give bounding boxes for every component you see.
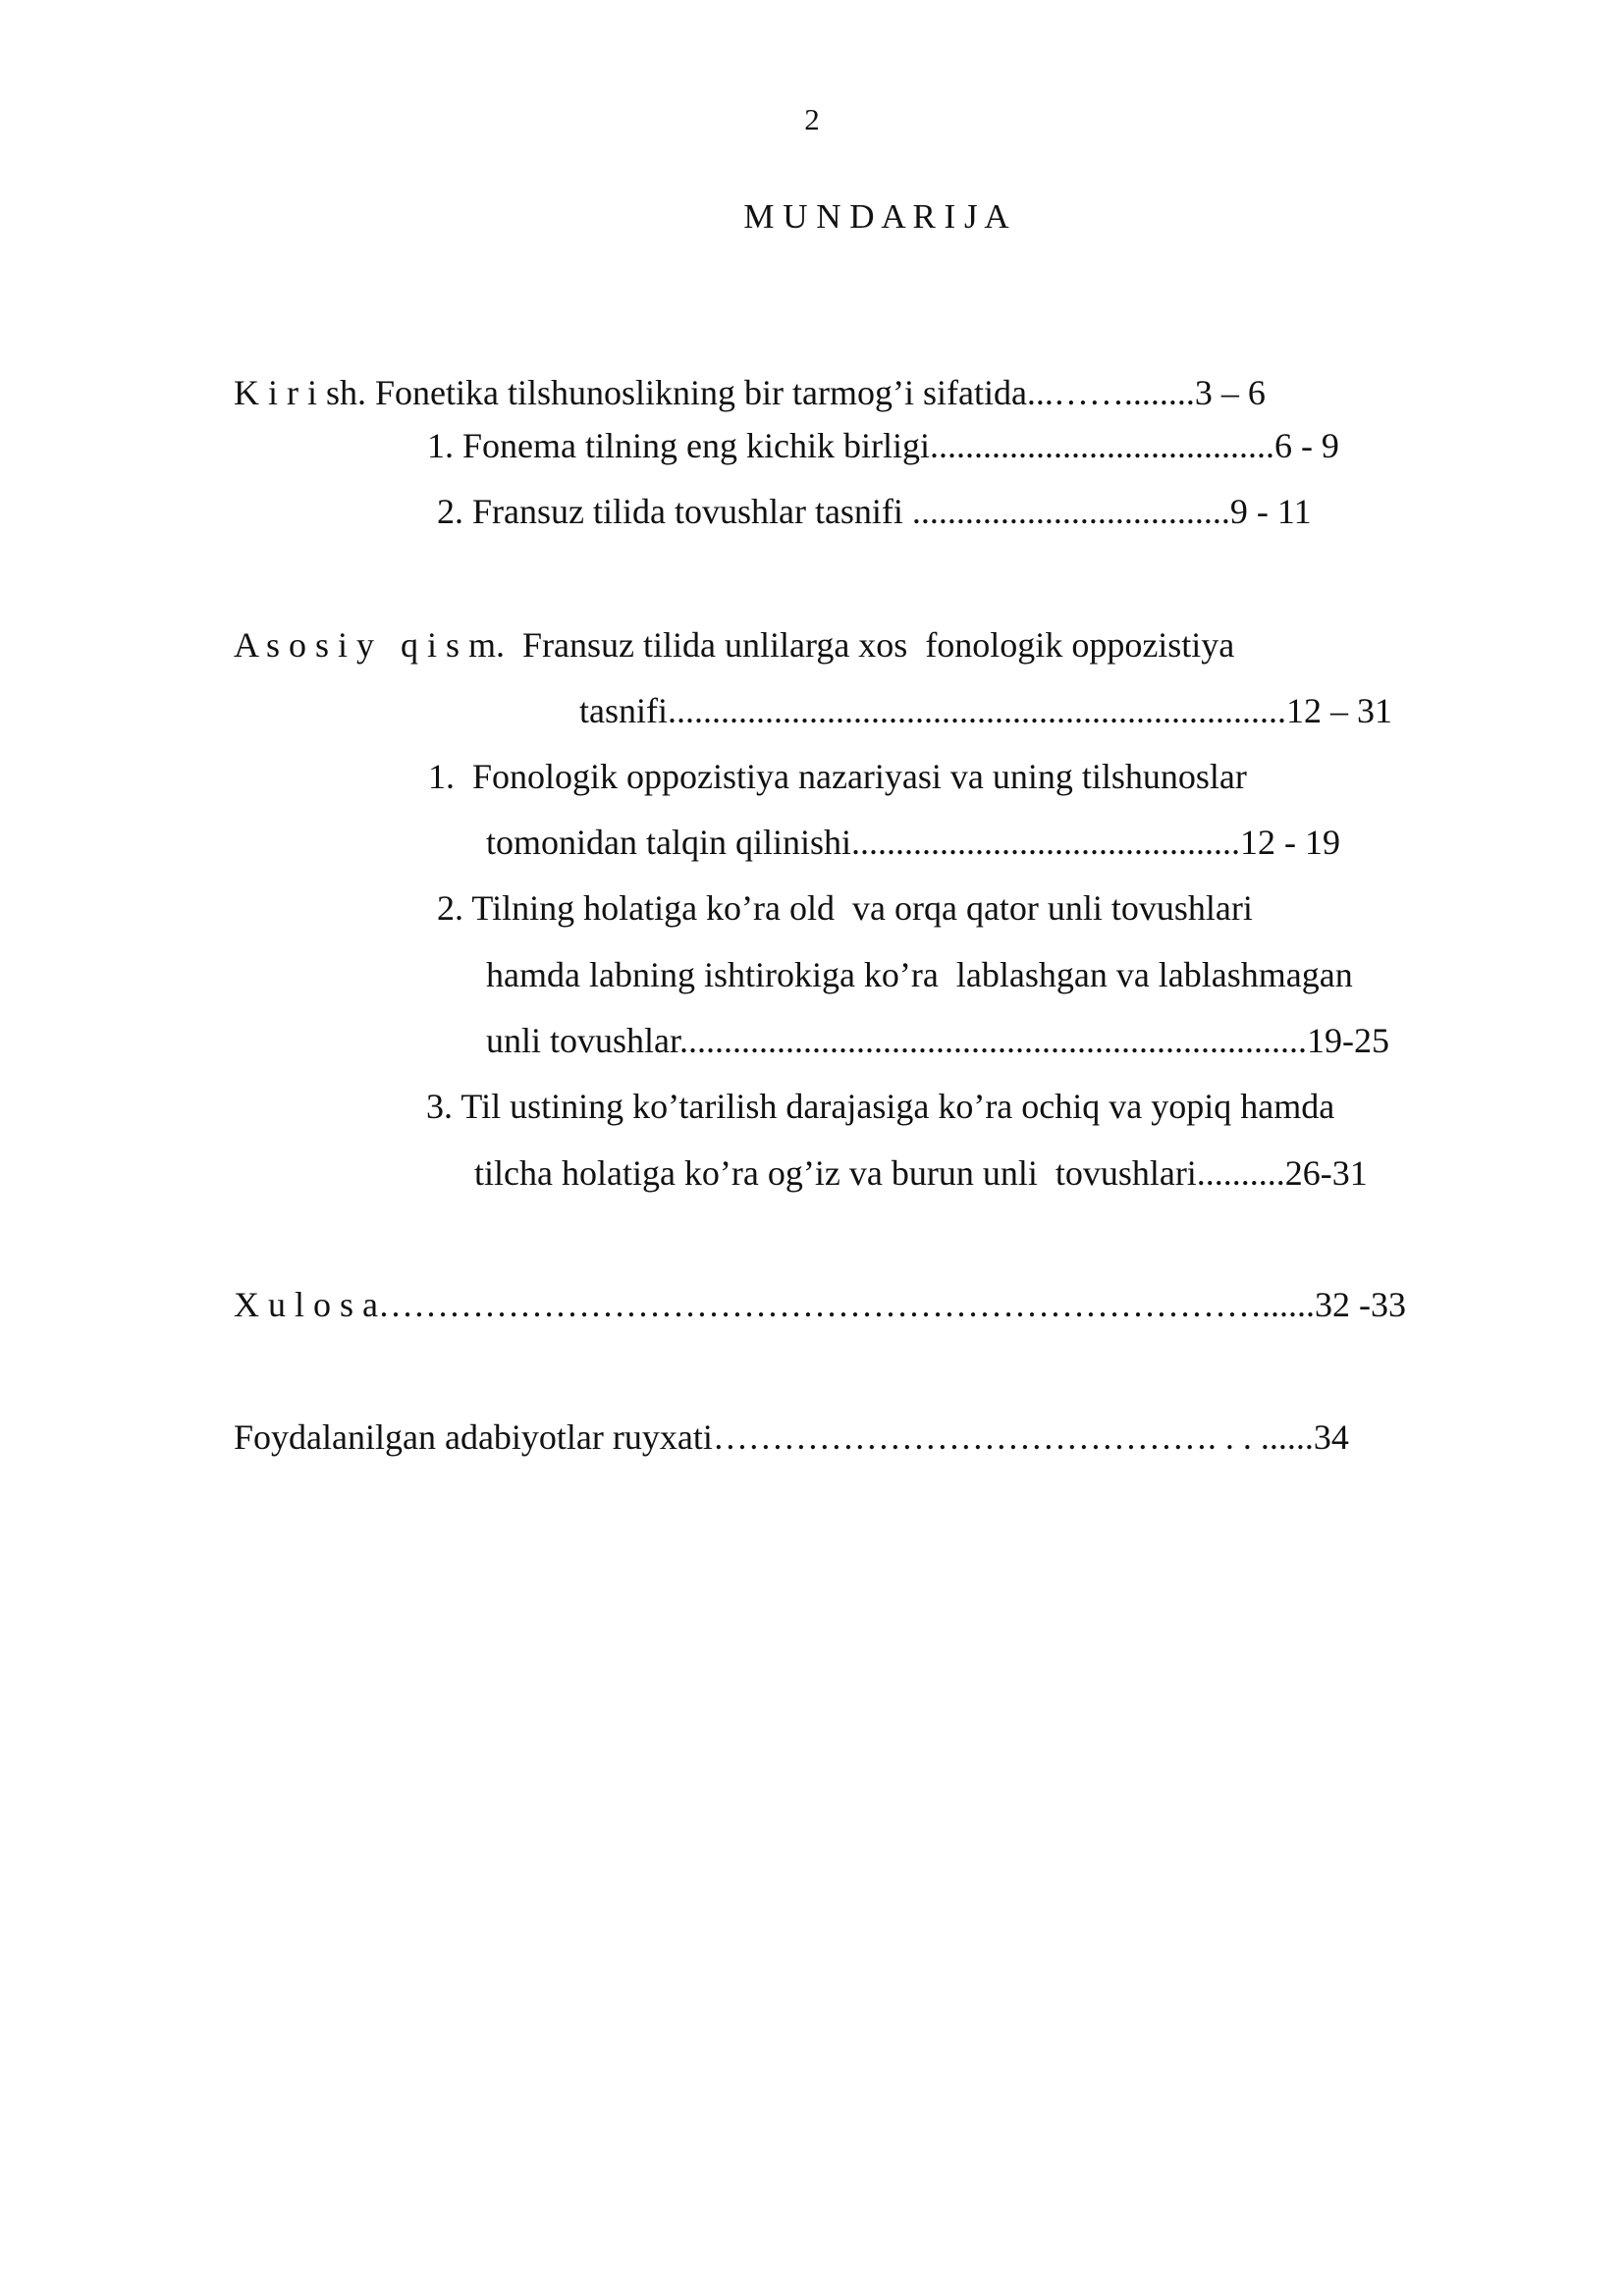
page-number: 2 [804,102,820,136]
toc-entry-asosiy-item-3-continued: tilcha holatiga ko’ra og’iz va burun unli tovushlari..........26-31 [474,1153,1368,1193]
toc-entry-asosiy-item-1-continued: tomonidan talqin qilinishi............................................12 - 19 [486,823,1340,862]
toc-entry-adabiyotlar: Foydalanilgan adabiyotlar ruyxati……………………………………. . . ......34 [234,1417,1349,1457]
toc-entry-kirish-item-2: 2. Fransuz tilida tovushlar tasnifi ....................................9 - 11 [437,492,1312,531]
toc-entry-asosiy-item-1: 1. Fonologik oppozistiya nazariyasi va uning tilshunoslar [428,757,1247,796]
toc-entry-asosiy-item-3: 3. Til ustining ko’tarilish darajasiga ko’ra ochiq va yopiq hamda [426,1087,1335,1126]
page-title: M U N D A R I J A [743,197,1009,236]
toc-entry-asosiy-item-2: 2. Tilning holatiga ko’ra old va orqa qator unli tovushlari [437,888,1253,928]
toc-entry-asosiy-item-2-continued: hamda labning ishtirokiga ko’ra lablashgan va lablashmagan [486,955,1353,994]
toc-entry-asosiy-continued: tasnifi......................................................................12 – 31 [579,691,1392,730]
toc-entry-kirish: K i r i sh. Fonetika tilshunoslikning bir tarmog’i sifatida...……........3 – 6 [234,373,1266,412]
toc-entry-asosiy: A s o s i y q i s m. Fransuz tilida unlilarga xos fonologik oppozistiya [234,625,1235,665]
toc-entry-asosiy-item-2-continued-2: unli tovushlar.......................................................................19-25 [486,1021,1389,1060]
toc-entry-kirish-item-1: 1. Fonema tilning eng kichik birligi.......................................6 - 9 [427,426,1339,465]
toc-entry-xulosa: X u l o s a…………………………………………………………………......32 -33 [234,1285,1406,1324]
